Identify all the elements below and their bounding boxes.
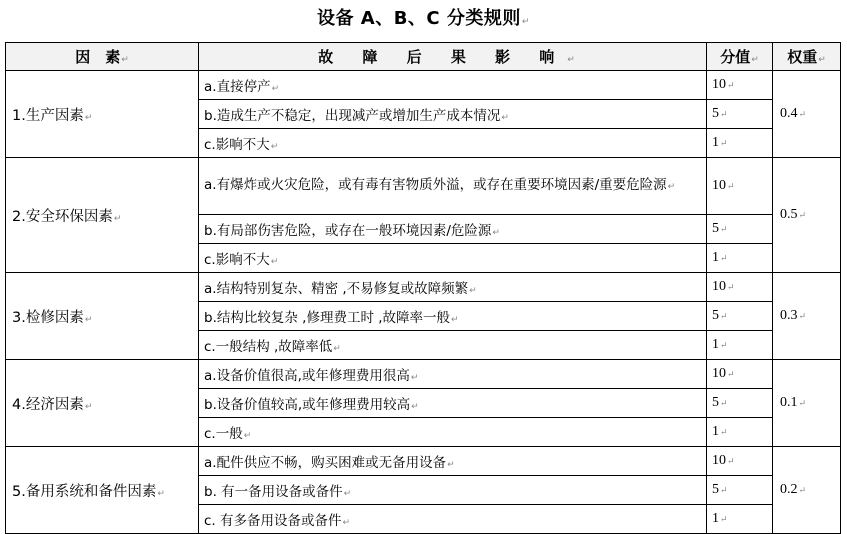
consequence-cell: a.有爆炸或火灾危险，或有毒有害物质外溢，或存在重要环境因素/重要危险源 ↵ bbox=[199, 158, 707, 215]
factor-cell: 1.生产因素 ↵ bbox=[6, 71, 199, 158]
factor-cell: 3.检修因素 ↵ bbox=[6, 273, 199, 360]
factor-cell: 5.备用系统和备件因素 ↵ bbox=[6, 447, 199, 534]
consequence-cell: b.有局部伤害危险，或存在一般环境因素/危险源 ↵ bbox=[199, 215, 707, 244]
consequence-cell: b. 有一备用设备或备件 ↵ bbox=[199, 476, 707, 505]
table-header-row bbox=[6, 43, 841, 71]
consequence-cell: a.配件供应不畅，购买困难或无备用设备 ↵ bbox=[199, 447, 707, 476]
score-cell: 5 ↵ bbox=[707, 389, 773, 418]
score-cell: 10 ↵ bbox=[707, 158, 773, 215]
score-cell: 5 ↵ bbox=[707, 476, 773, 505]
table-row bbox=[6, 273, 841, 302]
table-row bbox=[6, 158, 841, 215]
score-cell: 10 ↵ bbox=[707, 360, 773, 389]
score-cell: 10 ↵ bbox=[707, 71, 773, 100]
score-cell: 1 ↵ bbox=[707, 244, 773, 273]
consequence-cell: a.设备价值很高,或年修理费用很高 ↵ bbox=[199, 360, 707, 389]
consequence-cell: c.一般 ↵ bbox=[199, 418, 707, 447]
table-row bbox=[6, 360, 841, 389]
header-weight: 权重 ↵ bbox=[773, 43, 841, 71]
header-score: 分值 ↵ bbox=[707, 43, 773, 71]
consequence-cell: b.结构比较复杂 ,修理费工时 ,故障率一般 ↵ bbox=[199, 302, 707, 331]
consequence-cell: a.直接停产 ↵ bbox=[199, 71, 707, 100]
score-cell: 5 ↵ bbox=[707, 302, 773, 331]
score-cell: 1 ↵ bbox=[707, 331, 773, 360]
weight-cell: 0.3 ↵ bbox=[773, 273, 841, 360]
consequence-cell: a.结构特别复杂、精密 ,不易修复或故障频繁 ↵ bbox=[199, 273, 707, 302]
score-cell: 5 ↵ bbox=[707, 100, 773, 129]
document-title: 设备 A、B、C 分类规则 ↵ bbox=[0, 4, 847, 30]
score-cell: 5 ↵ bbox=[707, 215, 773, 244]
factor-cell: 4.经济因素 ↵ bbox=[6, 360, 199, 447]
header-factor: 因 素 ↵ bbox=[6, 43, 199, 71]
weight-cell: 0.1 ↵ bbox=[773, 360, 841, 447]
weight-cell: 0.4 ↵ bbox=[773, 71, 841, 158]
score-cell: 10 ↵ bbox=[707, 273, 773, 302]
consequence-cell: c.影响不大 ↵ bbox=[199, 244, 707, 273]
score-cell: 1 ↵ bbox=[707, 418, 773, 447]
consequence-cell: b.造成生产不稳定，出现减产或增加生产成本情况 ↵ bbox=[199, 100, 707, 129]
consequence-cell: b.设备价值较高,或年修理费用较高 ↵ bbox=[199, 389, 707, 418]
consequence-cell: c.一般结构 ,故障率低 ↵ bbox=[199, 331, 707, 360]
table-row bbox=[6, 447, 841, 476]
score-cell: 10 ↵ bbox=[707, 447, 773, 476]
classification-table bbox=[5, 42, 841, 534]
score-cell: 1 ↵ bbox=[707, 505, 773, 534]
consequence-cell: c.影响不大 ↵ bbox=[199, 129, 707, 158]
weight-cell: 0.5 ↵ bbox=[773, 158, 841, 273]
consequence-cell: c. 有多备用设备或备件 ↵ bbox=[199, 505, 707, 534]
weight-cell: 0.2 ↵ bbox=[773, 447, 841, 534]
factor-cell: 2.安全环保因素 ↵ bbox=[6, 158, 199, 273]
table-row bbox=[6, 71, 841, 100]
score-cell: 1 ↵ bbox=[707, 129, 773, 158]
header-consequence: 故 障 后 果 影 响 ↵ bbox=[199, 43, 707, 71]
